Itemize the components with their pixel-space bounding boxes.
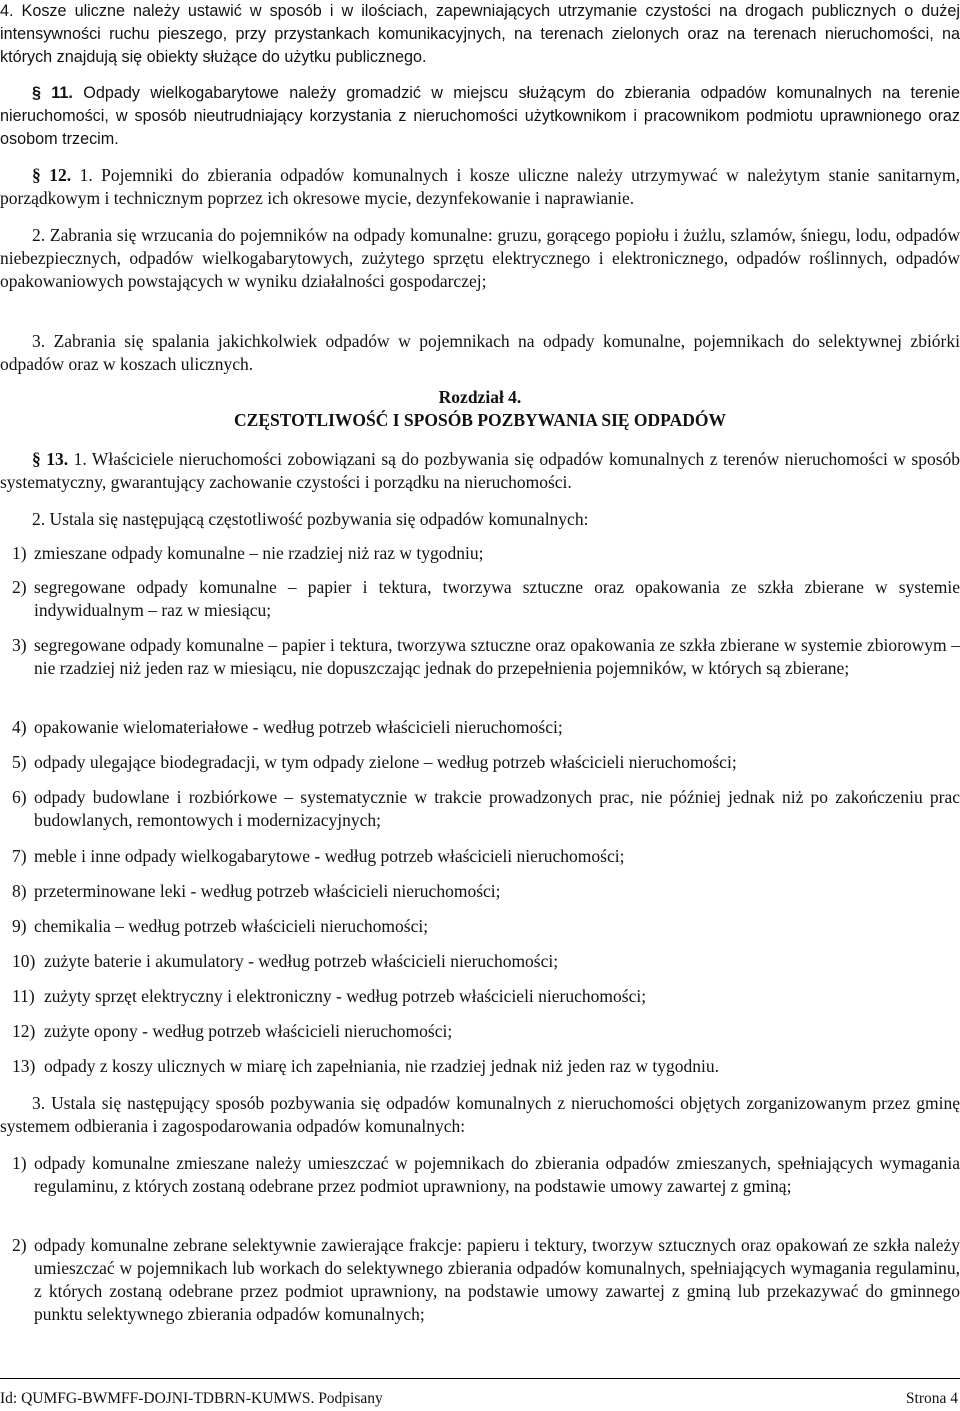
list-item: 2) segregowane odpady komunalne – papier i tektura, tworzywa sztuczne oraz opakowania ze szkła zbierane w systemie indywidualnym – raz w miesiącu; — [12, 577, 960, 620]
section-12-number: § 12. — [32, 165, 72, 185]
list-item: 2) odpady komunalne zebrane selektywnie zawierające frakcje: papieru i tektury, tworzyw sztucznych oraz opakowań ze szkła należy umieszczać w pojemnikach lub workach do selektywnego zbierania odpadów komunalnych, spełniających wymagania regulaminu, z których zostaną odebrane przez podmiot uprawniony, na podstawie umowy zawartej z gminą lub przekazywać do gminnego punktu selektywnego zbierania odpadów komunalnych; — [12, 1235, 960, 1324]
list-item: 12) zużyte opony - według potrzeb właścicieli nieruchomości; — [12, 1021, 453, 1041]
section-12-paragraph-1: § 12. 1. Pojemniki do zbierania odpadów komunalnych i kosze uliczne należy utrzymywać w należytym stanie sanitarnym, porządkowym i technicznym poprzez ich okresowe mycie, dezynfekowanie i naprawianie. — [0, 165, 960, 208]
chapter-subtitle: CZĘSTOTLIWOŚĆ I SPOSÓB POZBYWANIA SIĘ ODPADÓW — [234, 410, 726, 430]
document-id: Id: QUMFG-BWMFF-DOJNI-TDBRN-KUMWS. Podpisany — [0, 1390, 383, 1407]
section-13-paragraph-2: 2. Ustala się następującą częstotliwość pozbywania się odpadów komunalnych: — [32, 509, 589, 529]
section-13-paragraph-1: § 13. 1. Właściciele nieruchomości zobowiązani są do pozbywania się odpadów komunalnych z terenów nieruchomości w sposób systematyczny, gwarantujący zachowanie czystości i porządku na nieruchomości. — [0, 449, 960, 492]
list-item: 7) meble i inne odpady wielkogabarytowe - według potrzeb właścicieli nieruchomości; — [12, 846, 625, 866]
list-item: 5) odpady ulegające biodegradacji, w tym odpady zielone – według potrzeb właścicieli nieruchomości; — [12, 752, 737, 772]
chapter-title: Rozdział 4. — [438, 387, 522, 407]
list-item: 8) przeterminowane leki - według potrzeb właścicieli nieruchomości; — [12, 881, 501, 901]
section-13-paragraph-3: 3. Ustala się następujący sposób pozbywania się odpadów komunalnych z nieruchomości objętych zorganizowanym przez gminę systemem odbierania i zagospodarowania odpadów komunalnych: — [0, 1093, 960, 1136]
list-item: 13) odpady z koszy ulicznych w miarę ich zapełniania, nie rzadziej jednak niż jeden raz w tygodniu. — [12, 1056, 719, 1076]
section-12-paragraph-3: 3. Zabrania się spalania jakichkolwiek odpadów w pojemnikach na odpady komunalne, pojemnikach do selektywnej zbiórki odpadów oraz w koszach ulicznych. — [0, 331, 960, 374]
list-item: 6) odpady budowlane i rozbiórkowe – systematycznie w trakcie prowadzonych prac, nie później jednak niż po zakończeniu prac budowlanych, remontowych i modernizacyjnych; — [12, 787, 960, 830]
list-item: 1) zmieszane odpady komunalne – nie rzadziej niż raz w tygodniu; — [12, 543, 484, 563]
paragraph-4-street-bins: 4. Kosze uliczne należy ustawić w sposób i w ilościach, zapewniających utrzymanie czystości na drogach publicznych o dużej intensywności ruchu pieszego, przy przystankach komunikacyjnych, na terenach zielonych oraz na terenach nieruchomości, na których znajdują się obiekty służące do użytku publicznego. — [0, 2, 960, 66]
list-item: 4) opakowanie wielomateriałowe - według potrzeb właścicieli nieruchomości; — [12, 717, 563, 737]
section-11 — [0, 82, 960, 151]
list-item: 3) segregowane odpady komunalne – papier i tektura, tworzywa sztuczne oraz opakowania ze szkła zbierane w systemie zbiorowym – nie rzadziej niż jeden raz w miesiącu, nie dopuszczając jednak do przepełnienia pojemników, w których są zbierane; — [12, 635, 960, 678]
section-12-paragraph-2: 2. Zabrania się wrzucania do pojemników na odpady komunalne: gruzu, gorącego popiołu i żużlu, szlamów, śniegu, lodu, odpadów niebezpiecznych, odpadów wielkogabarytowych, zużytego sprzętu elektrycznego i elektronicznego, odpadów roślinnych, odpadów opakowaniowych powstających w wyniku działalności gospodarczej; — [0, 225, 960, 291]
section-11-text: Odpady wielkogabarytowe należy gromadzić w miejscu służącym do zbierania odpadów komunalnych na terenie nieruchomości, w sposób nieutrudniający korzystania z nieruchomości użytkownikom i pracownikom podmiotu uprawnionego oraz osobom trzecim. — [0, 84, 960, 148]
footer-divider — [0, 1378, 960, 1379]
page-number: Strona 4 — [905, 1390, 958, 1407]
list-item: 1) odpady komunalne zmieszane należy umieszczać w pojemnikach do zbierania odpadów zmieszanych, spełniających wymagania regulaminu, z których zostaną odebrane przez podmiot uprawniony, na podstawie umowy zawartej z gminą; — [12, 1153, 960, 1196]
section-13-number: § 13. — [32, 449, 69, 469]
section-11-number: § 11. — [32, 84, 73, 102]
list-item: 10) zużyte baterie i akumulatory - według potrzeb właścicieli nieruchomości; — [12, 951, 559, 971]
list-item: 9) chemikalia – według potrzeb właścicieli nieruchomości; — [12, 916, 429, 936]
list-item: 11) zużyty sprzęt elektryczny i elektroniczny - według potrzeb właścicieli nieruchomości; — [12, 986, 647, 1006]
